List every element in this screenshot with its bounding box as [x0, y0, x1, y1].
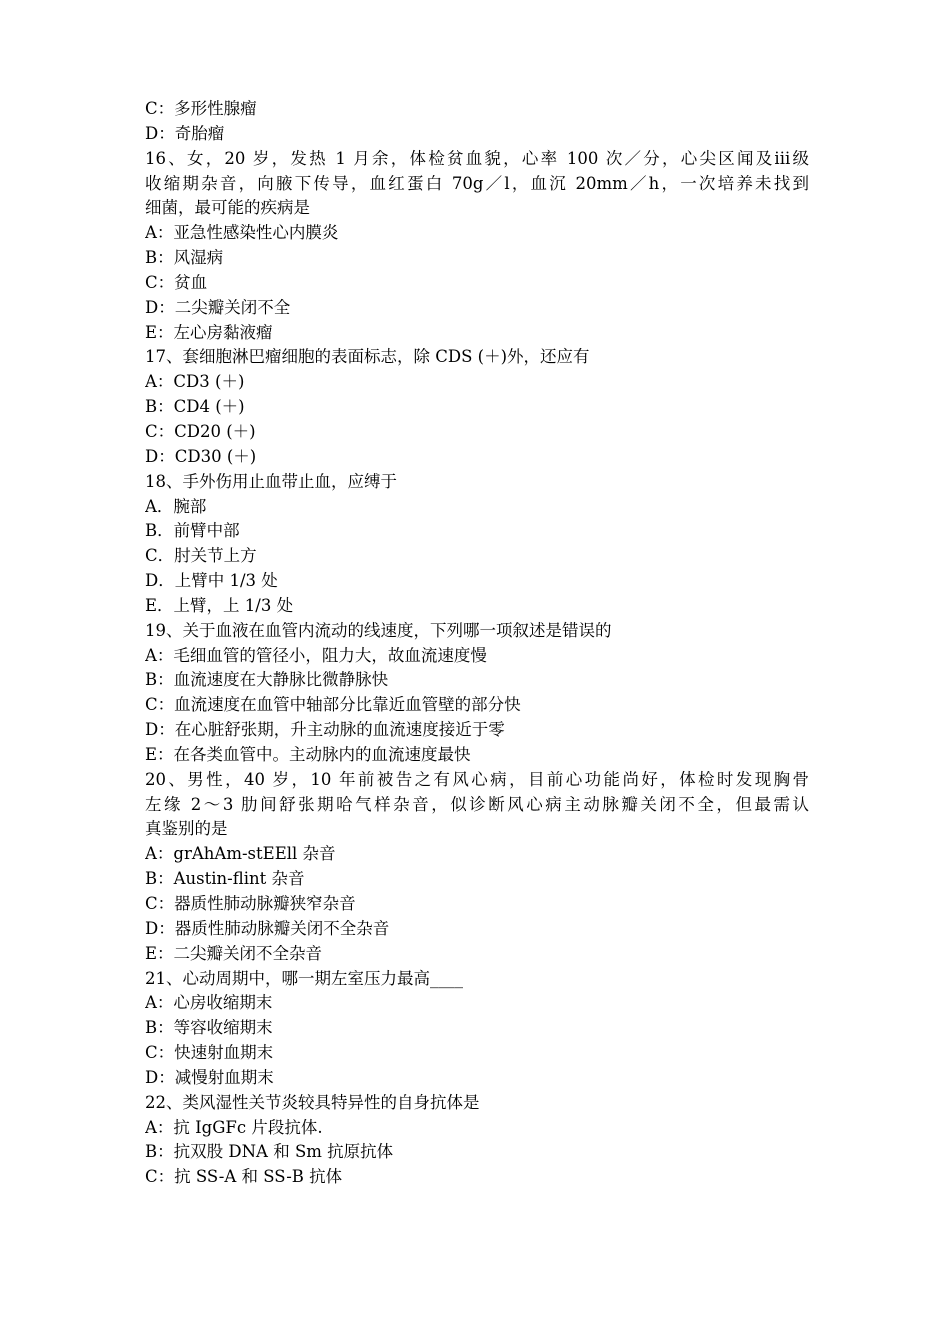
text-line: C：贫血	[145, 272, 208, 292]
text-line: 收缩期杂音，向腋下传导，血红蛋白 70g／l，血沉 20mm／h，一次培养未找到	[145, 173, 809, 193]
text-line: D：器质性肺动脉瓣关闭不全杂音	[145, 918, 390, 938]
text-line: D：减慢射血期末	[145, 1067, 274, 1087]
text-line: C：器质性肺动脉瓣狭窄杂音	[145, 894, 356, 913]
text-line: D：奇胎瘤	[145, 123, 225, 143]
text-line: C：抗 SS-A 和 SS-B 抗体	[145, 1167, 343, 1187]
text-line: 19、关于血液在血管内流动的线速度，下列哪一项叙述是错误的	[145, 620, 612, 640]
text-line: E：二尖瓣关闭不全杂音	[145, 943, 323, 963]
text-line: A：亚急性感染性心内膜炎	[145, 223, 339, 243]
text-line: B：抗双股 DNA 和 Sm 抗原抗体	[145, 1142, 394, 1162]
text-line: E：在各类血管中。主动脉内的血流速度最快	[145, 744, 471, 764]
text-line: 细菌，最可能的疾病是	[145, 198, 310, 218]
text-line: C．肘关节上方	[145, 546, 257, 566]
text-line: C：血流速度在血管中轴部分比靠近血管壁的部分快	[145, 695, 521, 715]
text-line: C：快速射血期末	[145, 1043, 274, 1063]
text-line: A：抗 IgGFc 片段抗体.	[145, 1117, 323, 1137]
document-body	[145, 97, 809, 1190]
text-line: D：CD30 (＋)	[145, 446, 257, 466]
text-line: B：血流速度在大静脉比微静脉快	[145, 670, 389, 690]
text-line: 20、男性，40 岁，10 年前被告之有风心病，目前心功能尚好，体检时发现胸骨	[145, 769, 809, 789]
text-line: A：CD3 (＋)	[145, 372, 245, 392]
text-line: 22、类风湿性关节炎较具特异性的自身抗体是	[145, 1092, 480, 1112]
text-line: A：grAhAm-stEEll 杂音	[145, 844, 336, 864]
text-line: B：等容收缩期末	[145, 1018, 273, 1038]
text-line: E．上臂，上 1/3 处	[145, 595, 294, 615]
text-line: B：Austin-flint 杂音	[145, 869, 305, 889]
text-line: E：左心房黏液瘤	[145, 322, 273, 342]
text-line: B：风湿病	[145, 248, 224, 268]
text-line: 真鉴别的是	[145, 819, 228, 839]
text-line: D：在心脏舒张期，升主动脉的血流速度接近于零	[145, 720, 505, 740]
text-line: B．前臂中部	[145, 521, 240, 541]
text-line: D：二尖瓣关闭不全	[145, 297, 291, 317]
text-line: A．腕部	[145, 496, 207, 516]
text-line: 17、套细胞淋巴瘤细胞的表面标志，除 CDS (＋)外，还应有	[145, 347, 590, 367]
text-line: B：CD4 (＋)	[145, 397, 245, 417]
text-line: 16、女，20 岁，发热 1 月余，体检贫血貌，心率 100 次／分，心尖区闻及iii级	[145, 148, 809, 168]
text-line: 左缘 2～3 肋间舒张期哈气样杂音，似诊断风心病主动脉瓣关闭不全，但最需认	[145, 794, 809, 814]
text-line: 21、心动周期中，哪一期左室压力最高____	[145, 968, 463, 988]
text-line: A：毛细血管的管径小，阻力大，故血流速度慢	[145, 645, 487, 665]
text-line: C：多形性腺瘤	[145, 99, 257, 118]
text-line: A：心房收缩期末	[145, 993, 273, 1013]
text-line: 18、手外伤用止血带止血，应缚于	[145, 471, 397, 491]
text-line: C：CD20 (＋)	[145, 421, 256, 441]
text-line: D．上臂中 1/3 处	[145, 571, 278, 591]
